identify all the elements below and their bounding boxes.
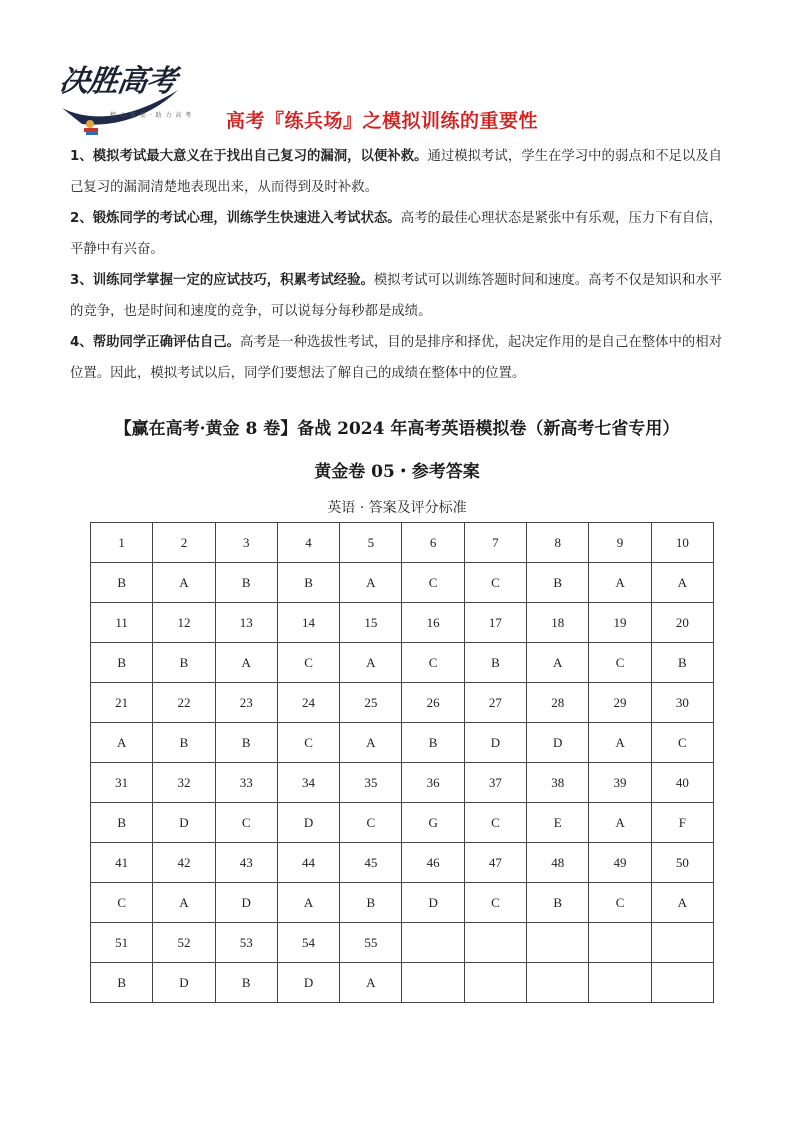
question-number-row (91, 523, 714, 563)
question-number-cell: 23 (215, 683, 277, 723)
question-number-cell: 12 (153, 603, 215, 643)
question-number-cell: 55 (340, 923, 402, 963)
question-number-cell: 2 (153, 523, 215, 563)
question-number-cell: 42 (153, 843, 215, 883)
intro-point-heading: 2、锻炼同学的考试心理，训练学生快速进入考试状态。 (70, 211, 401, 226)
question-number-cell: 20 (651, 603, 713, 643)
answer-row (91, 643, 714, 683)
question-number-cell (589, 923, 651, 963)
answer-cell: B (464, 643, 526, 683)
answer-cell (589, 963, 651, 1003)
answer-cell: B (527, 883, 589, 923)
logo-text: 决胜高考 (57, 64, 178, 99)
answer-cell: B (153, 643, 215, 683)
question-number-cell: 34 (277, 763, 339, 803)
question-number-row (91, 843, 714, 883)
question-number-cell (402, 923, 464, 963)
question-number-cell (527, 923, 589, 963)
answer-cell: A (589, 723, 651, 763)
question-number-cell: 17 (464, 603, 526, 643)
question-number-cell: 14 (277, 603, 339, 643)
answer-cell: C (651, 723, 713, 763)
question-number-cell: 27 (464, 683, 526, 723)
question-number-cell: 15 (340, 603, 402, 643)
answer-caption: 英语 · 答案及评分标准 (327, 500, 467, 516)
answer-cell: A (589, 803, 651, 843)
logo-subtext: 精 心 策 划 · 助 力 高 考 (110, 112, 193, 119)
answer-cell: F (651, 803, 713, 843)
answer-cell: C (340, 803, 402, 843)
answer-cell (527, 963, 589, 1003)
answer-cell: C (215, 803, 277, 843)
answer-cell: B (527, 563, 589, 603)
question-number-cell: 45 (340, 843, 402, 883)
answer-row (91, 563, 714, 603)
answer-cell: B (91, 643, 153, 683)
question-number-cell: 50 (651, 843, 713, 883)
question-number-cell: 6 (402, 523, 464, 563)
exam-title: 【赢在高考·黄金 8 卷】备战 2024 年高考英语模拟卷（新高考七省专用） (114, 419, 680, 439)
question-number-cell: 24 (277, 683, 339, 723)
question-number-cell (464, 923, 526, 963)
answer-cell (464, 963, 526, 1003)
answer-cell: A (153, 563, 215, 603)
question-number-cell: 1 (91, 523, 153, 563)
answer-cell: B (91, 563, 153, 603)
answer-row (91, 883, 714, 923)
answer-cell: C (464, 883, 526, 923)
question-number-cell: 18 (527, 603, 589, 643)
intro-paragraph (70, 327, 730, 389)
intro-paragraph (70, 265, 730, 327)
answer-cell: C (464, 563, 526, 603)
answer-cell: A (589, 563, 651, 603)
answer-cell: A (91, 723, 153, 763)
answer-cell: E (527, 803, 589, 843)
exam-subtitle: 黄金卷 05・参考答案 (314, 462, 480, 482)
question-number-cell: 48 (527, 843, 589, 883)
answer-cell: D (402, 883, 464, 923)
answer-cell: D (153, 963, 215, 1003)
question-number-cell: 26 (402, 683, 464, 723)
intro-point-text: 高考的最佳心理状态是紧张中有乐观，压力下有自信，平静中有兴奋。 (70, 211, 723, 257)
question-number-cell: 9 (589, 523, 651, 563)
question-number-cell: 31 (91, 763, 153, 803)
question-number-cell: 44 (277, 843, 339, 883)
header-title: 高考『练兵场』之模拟训练的重要性 (226, 110, 539, 132)
answer-cell: B (651, 643, 713, 683)
question-number-cell: 25 (340, 683, 402, 723)
answer-cell: B (153, 723, 215, 763)
question-number-row (91, 763, 714, 803)
question-number-cell: 32 (153, 763, 215, 803)
question-number-cell: 52 (153, 923, 215, 963)
answer-cell: D (215, 883, 277, 923)
question-number-cell: 30 (651, 683, 713, 723)
question-number-cell: 54 (277, 923, 339, 963)
answer-cell: C (589, 883, 651, 923)
answer-row (91, 803, 714, 843)
answer-cell: A (340, 963, 402, 1003)
answer-cell: A (527, 643, 589, 683)
question-number-cell (651, 923, 713, 963)
question-number-cell: 4 (277, 523, 339, 563)
brand-logo (57, 50, 193, 140)
answer-cell: A (340, 643, 402, 683)
answer-table (90, 522, 714, 1003)
answer-cell: B (215, 723, 277, 763)
answer-cell: C (464, 803, 526, 843)
question-number-cell: 29 (589, 683, 651, 723)
question-number-cell: 22 (153, 683, 215, 723)
question-number-cell: 21 (91, 683, 153, 723)
intro-point-heading: 3、训练同学掌握一定的应试技巧，积累考试经验。 (70, 273, 374, 288)
question-number-cell: 40 (651, 763, 713, 803)
answer-cell: C (402, 563, 464, 603)
question-number-cell: 41 (91, 843, 153, 883)
answer-cell (402, 963, 464, 1003)
answer-cell: C (277, 723, 339, 763)
question-number-cell: 46 (402, 843, 464, 883)
question-number-cell: 38 (527, 763, 589, 803)
answer-cell: G (402, 803, 464, 843)
question-number-row (91, 923, 714, 963)
answer-cell: B (91, 963, 153, 1003)
question-number-cell: 33 (215, 763, 277, 803)
answer-cell: B (215, 963, 277, 1003)
intro-point-text: 通过模拟考试，学生在学习中的弱点和不足以及自己复习的漏洞清楚地表现出来，从而得到及时补救。 (70, 149, 723, 195)
answer-cell: A (215, 643, 277, 683)
question-number-cell: 11 (91, 603, 153, 643)
question-number-cell: 53 (215, 923, 277, 963)
intro-point-text: 高考是一种选拔性考试，目的是排序和择优，起决定作用的是自己在整体中的相对位置。因此，模拟考试以后，同学们要想法了解自己的成绩在整体中的位置。 (70, 335, 723, 381)
answer-cell: C (277, 643, 339, 683)
answer-cell: C (402, 643, 464, 683)
answer-table-body (91, 523, 714, 1003)
answer-cell: C (91, 883, 153, 923)
answer-cell: C (589, 643, 651, 683)
answer-cell: A (651, 563, 713, 603)
question-number-cell: 37 (464, 763, 526, 803)
intro-paragraph (70, 203, 730, 265)
question-number-cell: 8 (527, 523, 589, 563)
question-number-cell: 19 (589, 603, 651, 643)
answer-cell: A (340, 563, 402, 603)
answer-cell: B (91, 803, 153, 843)
answer-cell: A (153, 883, 215, 923)
answer-cell: A (277, 883, 339, 923)
question-number-cell: 35 (340, 763, 402, 803)
answer-cell: B (340, 883, 402, 923)
answer-cell: D (277, 963, 339, 1003)
answer-cell: D (464, 723, 526, 763)
intro-section (70, 141, 730, 389)
question-number-cell: 39 (589, 763, 651, 803)
question-number-cell: 47 (464, 843, 526, 883)
question-number-cell: 3 (215, 523, 277, 563)
question-number-row (91, 683, 714, 723)
question-number-cell: 36 (402, 763, 464, 803)
answer-cell (651, 963, 713, 1003)
answer-cell: B (402, 723, 464, 763)
intro-point-heading: 1、模拟考试最大意义在于找出自己复习的漏洞，以便补救。 (70, 149, 428, 164)
question-number-cell: 49 (589, 843, 651, 883)
question-number-row (91, 603, 714, 643)
question-number-cell: 28 (527, 683, 589, 723)
answer-row (91, 723, 714, 763)
answer-cell: B (215, 563, 277, 603)
answer-cell: A (651, 883, 713, 923)
question-number-cell: 51 (91, 923, 153, 963)
answer-cell: D (527, 723, 589, 763)
question-number-cell: 10 (651, 523, 713, 563)
question-number-cell: 5 (340, 523, 402, 563)
question-number-cell: 16 (402, 603, 464, 643)
answer-cell: D (153, 803, 215, 843)
question-number-cell: 43 (215, 843, 277, 883)
answer-cell: B (277, 563, 339, 603)
question-number-cell: 13 (215, 603, 277, 643)
intro-point-text: 模拟考试可以训练答题时间和速度。高考不仅是知识和水平的竞争，也是时间和速度的竞争，可以说每分每秒都是成绩。 (70, 273, 723, 319)
intro-paragraph (70, 141, 730, 203)
question-number-cell: 7 (464, 523, 526, 563)
answer-cell: D (277, 803, 339, 843)
answer-row (91, 963, 714, 1003)
answer-cell: A (340, 723, 402, 763)
intro-point-heading: 4、帮助同学正确评估自己。 (70, 335, 241, 350)
